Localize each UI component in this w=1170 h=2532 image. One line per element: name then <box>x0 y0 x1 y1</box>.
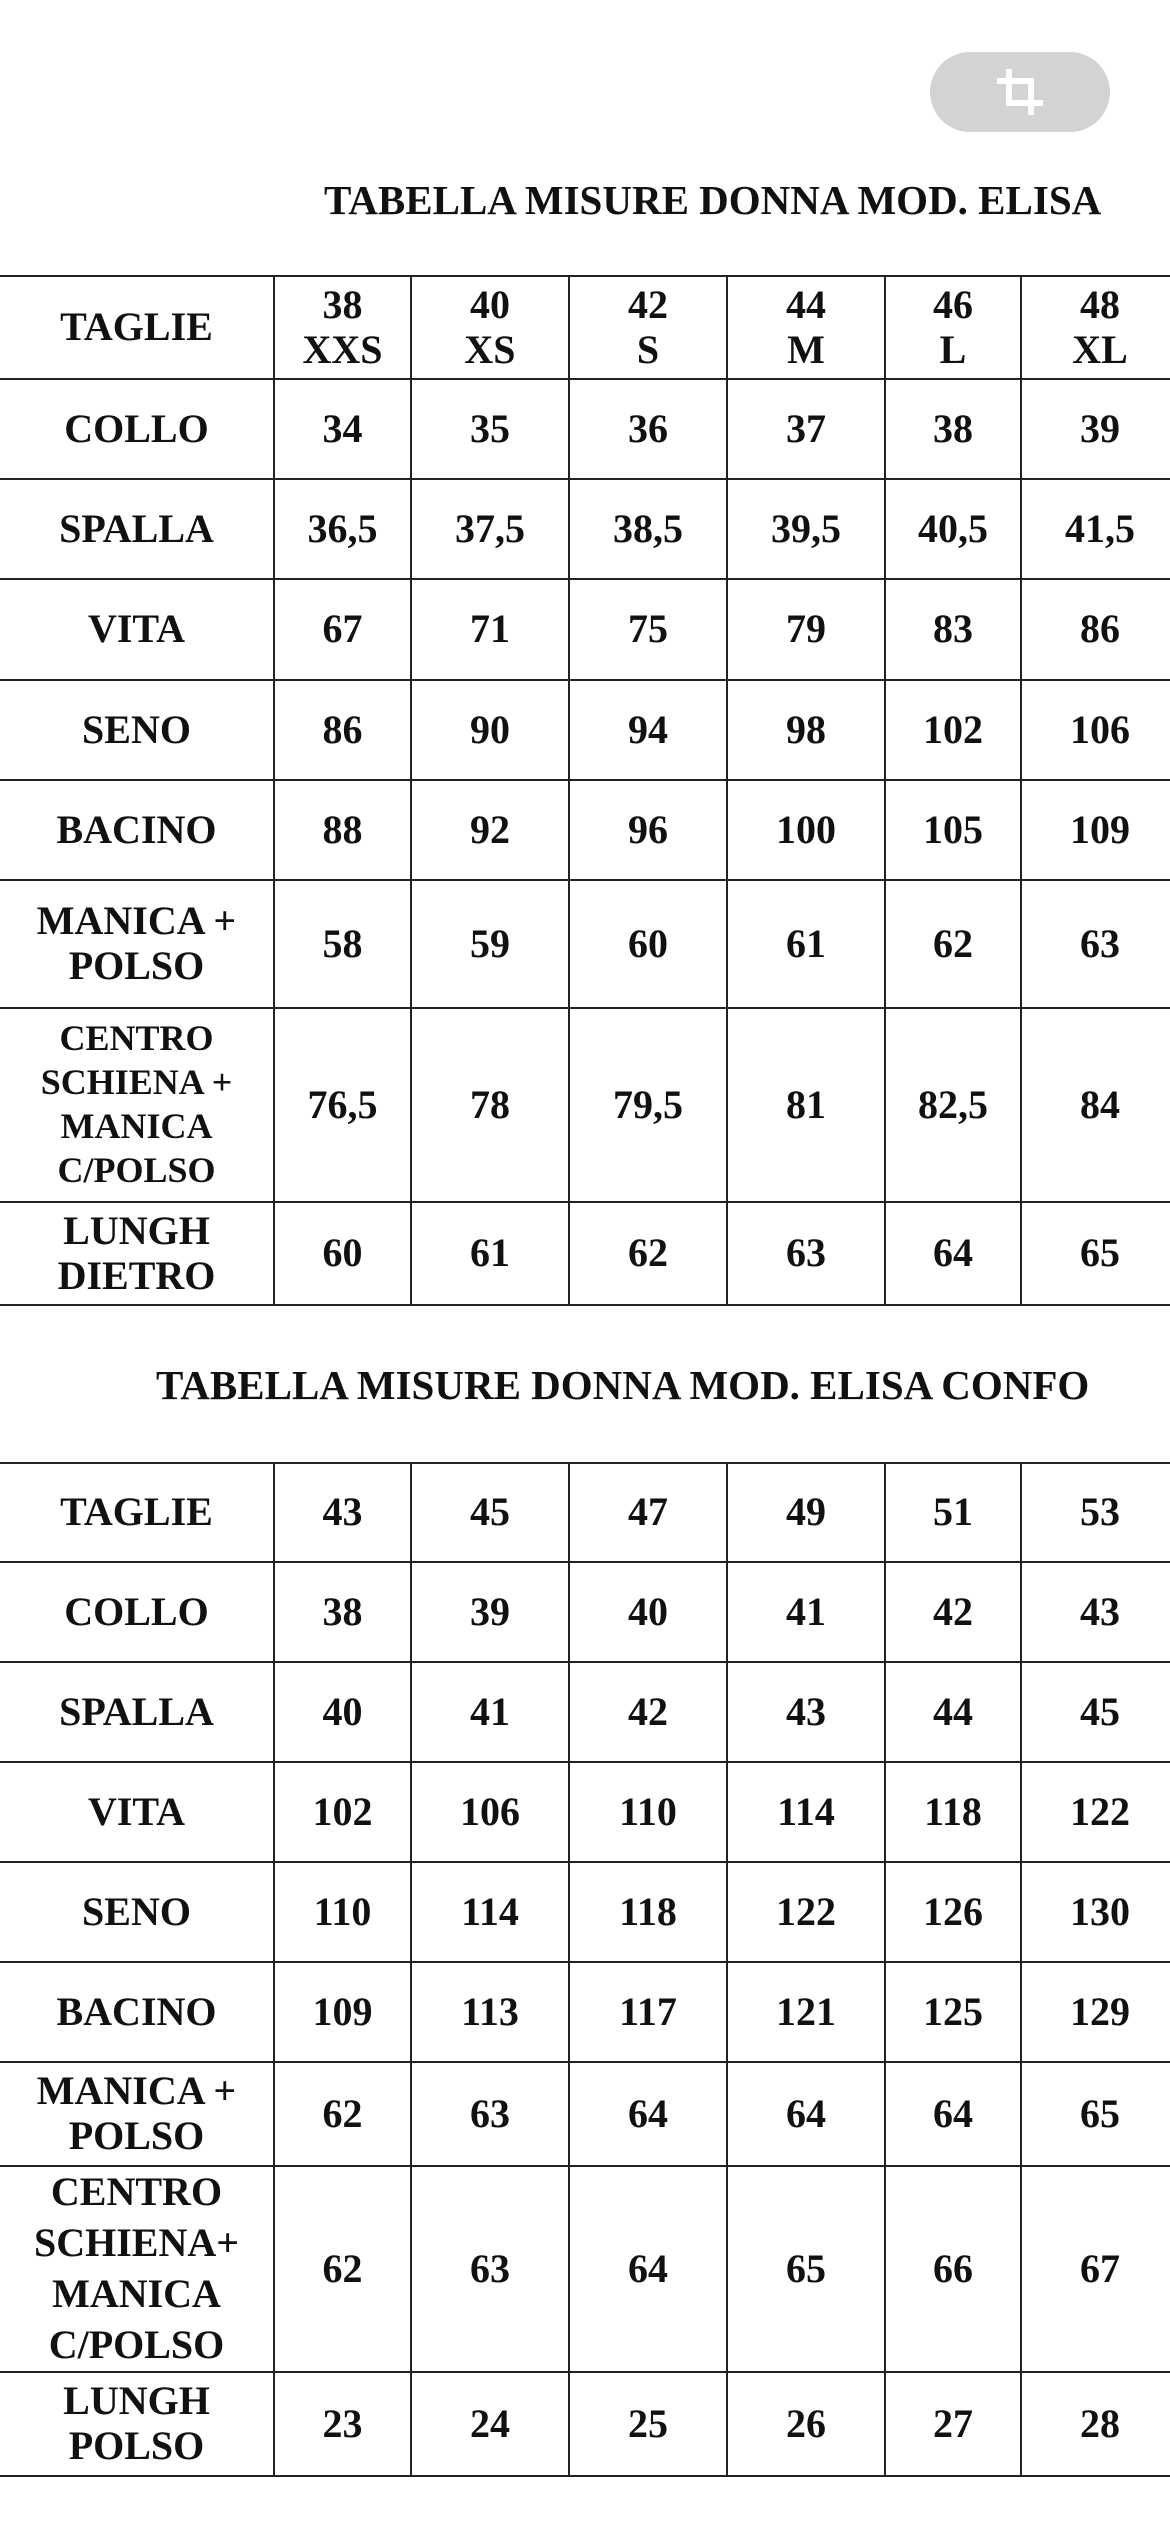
table-cell: 65 <box>1021 2062 1170 2166</box>
table-cell: 129 <box>1021 1962 1170 2062</box>
table-cell: 61 <box>727 880 885 1008</box>
table-cell: 45 <box>1021 1662 1170 1762</box>
header-cell: 43 <box>274 1463 411 1562</box>
table-cell: 66 <box>885 2166 1021 2372</box>
table-header-row <box>0 1463 1170 1562</box>
crop-icon <box>997 69 1043 115</box>
table-cell: 24 <box>411 2372 569 2476</box>
table-cell: 79 <box>727 579 885 680</box>
table-cell: 41,5 <box>1021 479 1170 579</box>
table-cell: 106 <box>1021 680 1170 780</box>
row-label: COLLO <box>0 1562 274 1662</box>
table-cell: 118 <box>885 1762 1021 1862</box>
table-cell: 81 <box>727 1008 885 1202</box>
header-cell: TAGLIE <box>0 1463 274 1562</box>
table-row <box>0 680 1170 780</box>
row-label: LUNGH DIETRO <box>0 1202 274 1305</box>
table-cell: 88 <box>274 780 411 880</box>
table-cell: 67 <box>274 579 411 680</box>
table-row <box>0 1962 1170 2062</box>
table-cell: 37,5 <box>411 479 569 579</box>
header-cell: 38 XXS <box>274 276 411 379</box>
header-cell: 45 <box>411 1463 569 1562</box>
table-cell: 62 <box>885 880 1021 1008</box>
table-cell: 118 <box>569 1862 727 1962</box>
table-cell: 64 <box>727 2062 885 2166</box>
header-cell: 44 M <box>727 276 885 379</box>
table-cell: 110 <box>274 1862 411 1962</box>
row-label: SENO <box>0 1862 274 1962</box>
table-cell: 109 <box>274 1962 411 2062</box>
table-cell: 94 <box>569 680 727 780</box>
row-label: CENTRO SCHIENA+ MANICA C/POLSO <box>0 2166 274 2372</box>
table-cell: 35 <box>411 379 569 479</box>
table-cell: 122 <box>727 1862 885 1962</box>
header-cell: 40 XS <box>411 276 569 379</box>
table-cell: 43 <box>1021 1562 1170 1662</box>
row-label: VITA <box>0 579 274 680</box>
table-cell: 117 <box>569 1962 727 2062</box>
table-cell: 109 <box>1021 780 1170 880</box>
table-cell: 78 <box>411 1008 569 1202</box>
header-cell: 47 <box>569 1463 727 1562</box>
header-cell: 51 <box>885 1463 1021 1562</box>
table-cell: 42 <box>885 1562 1021 1662</box>
table-cell: 106 <box>411 1762 569 1862</box>
header-cell: 48 XL <box>1021 276 1170 379</box>
table-cell: 43 <box>727 1662 885 1762</box>
table-cell: 59 <box>411 880 569 1008</box>
table-cell: 40 <box>274 1662 411 1762</box>
table-cell: 65 <box>727 2166 885 2372</box>
table-cell: 100 <box>727 780 885 880</box>
table-cell: 38 <box>274 1562 411 1662</box>
table-cell: 102 <box>885 680 1021 780</box>
table-cell: 110 <box>569 1762 727 1862</box>
table-cell: 63 <box>411 2062 569 2166</box>
table-cell: 44 <box>885 1662 1021 1762</box>
table-cell: 67 <box>1021 2166 1170 2372</box>
table-cell: 60 <box>274 1202 411 1305</box>
table-cell: 23 <box>274 2372 411 2476</box>
table-row <box>0 1862 1170 1962</box>
table-cell: 105 <box>885 780 1021 880</box>
table-row <box>0 2166 1170 2372</box>
table-row <box>0 579 1170 680</box>
table-cell: 126 <box>885 1862 1021 1962</box>
table-cell: 92 <box>411 780 569 880</box>
table-cell: 62 <box>274 2062 411 2166</box>
table-cell: 63 <box>1021 880 1170 1008</box>
table-cell: 58 <box>274 880 411 1008</box>
row-label: MANICA + POLSO <box>0 2062 274 2166</box>
table-cell: 83 <box>885 579 1021 680</box>
row-label: COLLO <box>0 379 274 479</box>
table2-title: TABELLA MISURE DONNA MOD. ELISA CONFO <box>156 1362 1090 1408</box>
table-cell: 37 <box>727 379 885 479</box>
table-cell: 25 <box>569 2372 727 2476</box>
table-cell: 98 <box>727 680 885 780</box>
table-cell: 41 <box>411 1662 569 1762</box>
table-cell: 90 <box>411 680 569 780</box>
table1-title: TABELLA MISURE DONNA MOD. ELISA <box>324 177 1102 223</box>
table-cell: 40 <box>569 1562 727 1662</box>
table-cell: 76,5 <box>274 1008 411 1202</box>
table-cell: 113 <box>411 1962 569 2062</box>
table-cell: 62 <box>274 2166 411 2372</box>
table-cell: 27 <box>885 2372 1021 2476</box>
table-cell: 38,5 <box>569 479 727 579</box>
crop-button[interactable] <box>930 52 1110 132</box>
table-row <box>0 1762 1170 1862</box>
table-cell: 36 <box>569 379 727 479</box>
header-cell: 42 S <box>569 276 727 379</box>
table-cell: 64 <box>569 2062 727 2166</box>
header-cell: TAGLIE <box>0 276 274 379</box>
size-chart-table-2 <box>0 1462 1170 2477</box>
table-cell: 65 <box>1021 1202 1170 1305</box>
table-cell: 28 <box>1021 2372 1170 2476</box>
table-cell: 36,5 <box>274 479 411 579</box>
row-label: BACINO <box>0 780 274 880</box>
table-cell: 71 <box>411 579 569 680</box>
table-cell: 38 <box>885 379 1021 479</box>
table-header-row <box>0 276 1170 379</box>
table-cell: 64 <box>885 1202 1021 1305</box>
table-row <box>0 1662 1170 1762</box>
row-label: VITA <box>0 1762 274 1862</box>
table-cell: 79,5 <box>569 1008 727 1202</box>
table-cell: 42 <box>569 1662 727 1762</box>
table-cell: 61 <box>411 1202 569 1305</box>
table-row <box>0 880 1170 1008</box>
table-cell: 82,5 <box>885 1008 1021 1202</box>
row-label: MANICA + POLSO <box>0 880 274 1008</box>
table-cell: 41 <box>727 1562 885 1662</box>
table-row <box>0 1008 1170 1202</box>
row-label: BACINO <box>0 1962 274 2062</box>
table-cell: 34 <box>274 379 411 479</box>
table-cell: 62 <box>569 1202 727 1305</box>
table-cell: 39,5 <box>727 479 885 579</box>
header-cell: 49 <box>727 1463 885 1562</box>
table-row <box>0 1562 1170 1662</box>
table-row <box>0 379 1170 479</box>
row-label: CENTRO SCHIENA + MANICA C/POLSO <box>0 1008 274 1202</box>
table-cell: 60 <box>569 880 727 1008</box>
table-cell: 96 <box>569 780 727 880</box>
table-cell: 102 <box>274 1762 411 1862</box>
table-row <box>0 1202 1170 1305</box>
table-cell: 122 <box>1021 1762 1170 1862</box>
row-label: SPALLA <box>0 479 274 579</box>
table-row <box>0 780 1170 880</box>
table-cell: 75 <box>569 579 727 680</box>
table-cell: 64 <box>569 2166 727 2372</box>
table-row <box>0 2372 1170 2476</box>
table-cell: 64 <box>885 2062 1021 2166</box>
table-row <box>0 479 1170 579</box>
table-cell: 63 <box>411 2166 569 2372</box>
table-row <box>0 2062 1170 2166</box>
table-cell: 40,5 <box>885 479 1021 579</box>
size-chart-table-1 <box>0 275 1170 1306</box>
table-cell: 114 <box>411 1862 569 1962</box>
table-cell: 125 <box>885 1962 1021 2062</box>
table-cell: 26 <box>727 2372 885 2476</box>
table-cell: 130 <box>1021 1862 1170 1962</box>
table-cell: 39 <box>1021 379 1170 479</box>
table-cell: 114 <box>727 1762 885 1862</box>
table-cell: 39 <box>411 1562 569 1662</box>
row-label: SENO <box>0 680 274 780</box>
table-cell: 84 <box>1021 1008 1170 1202</box>
table-cell: 86 <box>274 680 411 780</box>
table-cell: 86 <box>1021 579 1170 680</box>
table-cell: 63 <box>727 1202 885 1305</box>
row-label: SPALLA <box>0 1662 274 1762</box>
header-cell: 53 <box>1021 1463 1170 1562</box>
table-cell: 121 <box>727 1962 885 2062</box>
row-label: LUNGH POLSO <box>0 2372 274 2476</box>
header-cell: 46 L <box>885 276 1021 379</box>
